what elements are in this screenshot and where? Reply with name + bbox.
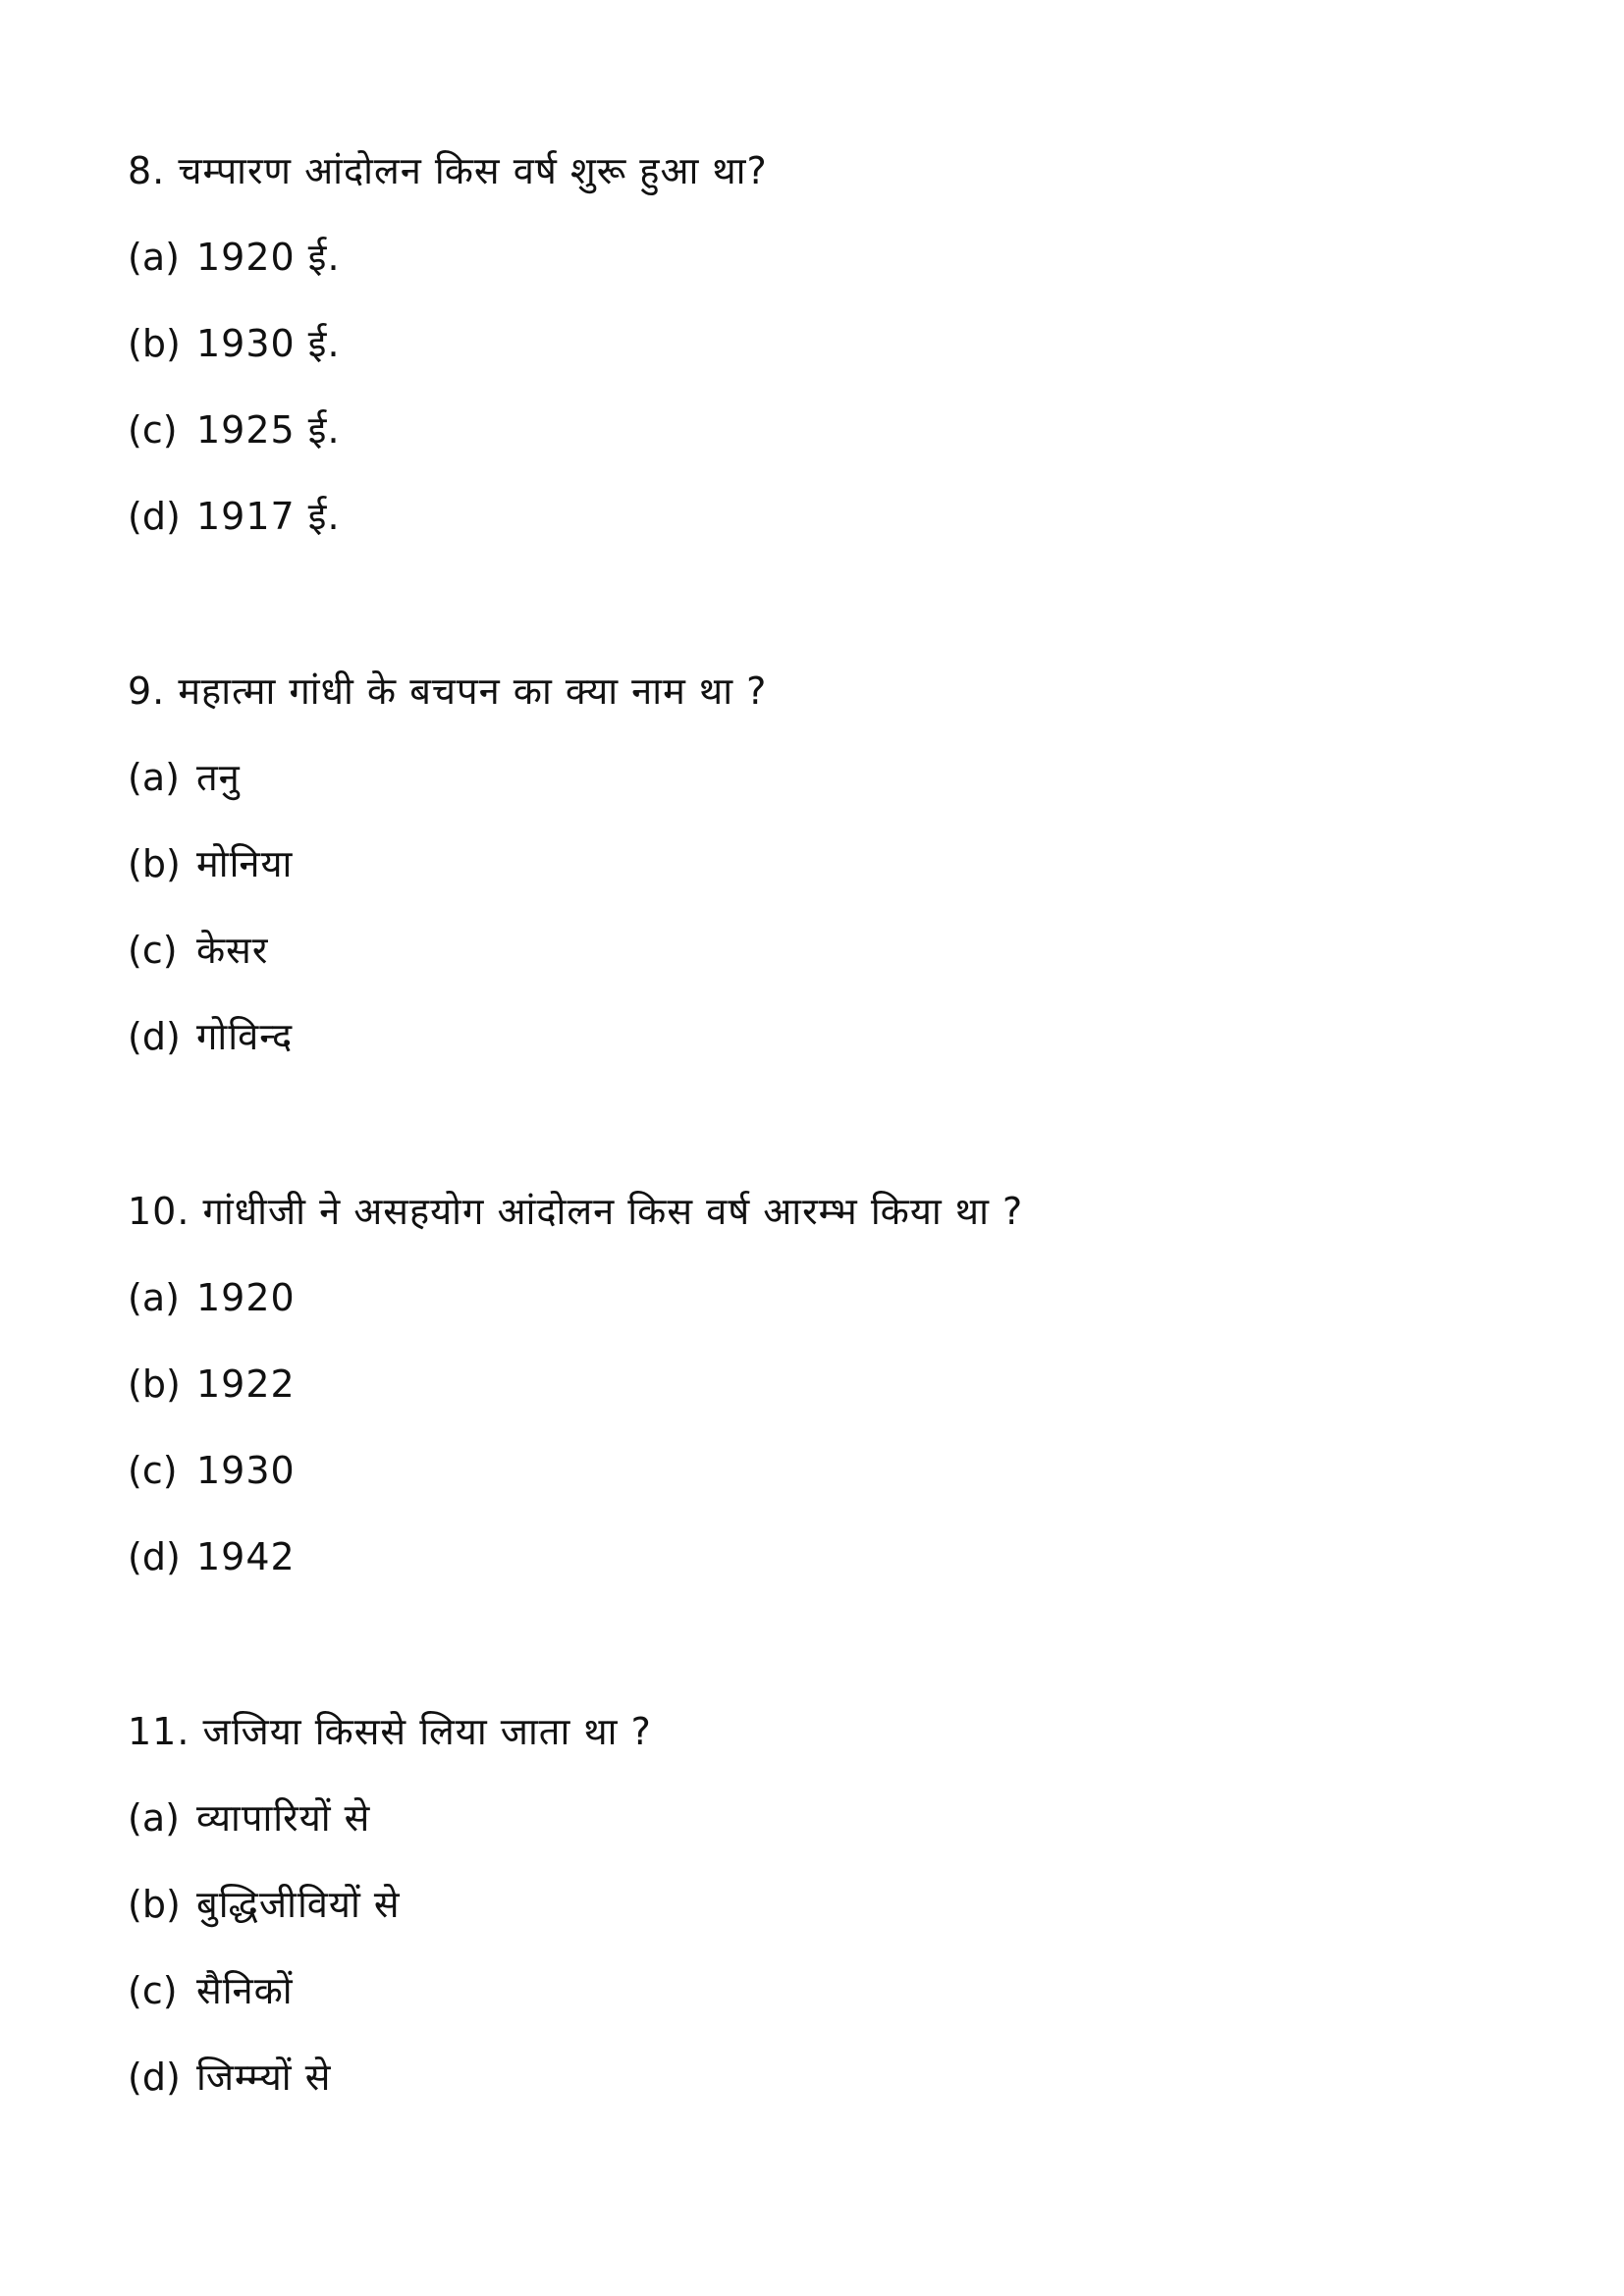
option-text: सैनिकों bbox=[196, 1969, 294, 2012]
option-text: 1930 ई. bbox=[196, 322, 341, 365]
option-marker: (b) bbox=[128, 1362, 181, 1406]
option-marker: (b) bbox=[128, 322, 181, 365]
option-b bbox=[128, 821, 1502, 907]
question-text: 10. गांधीजी ने असहयोग आंदोलन किस वर्ष आरम्भ किया था ? bbox=[128, 1190, 1024, 1233]
option-marker: (a) bbox=[128, 236, 180, 279]
option-marker: (c) bbox=[128, 1969, 178, 2012]
option-marker: (c) bbox=[128, 929, 178, 972]
question-10 bbox=[128, 1168, 1502, 1600]
option-marker: (b) bbox=[128, 842, 181, 885]
option-d bbox=[128, 1514, 1502, 1600]
option-text: 1925 ई. bbox=[196, 408, 341, 452]
question-11 bbox=[128, 1688, 1502, 2120]
option-marker: (a) bbox=[128, 756, 180, 799]
option-text: 1930 bbox=[196, 1449, 296, 1492]
question-8 bbox=[128, 128, 1502, 560]
option-c bbox=[128, 1427, 1502, 1514]
option-marker: (d) bbox=[128, 2056, 181, 2099]
option-c bbox=[128, 387, 1502, 473]
option-b bbox=[128, 1341, 1502, 1427]
option-text: 1942 bbox=[196, 1535, 296, 1578]
option-c bbox=[128, 1948, 1502, 2034]
question-text: 8. चम्पारण आंदोलन किस वर्ष शुरू हुआ था? bbox=[128, 149, 768, 192]
option-text: बुद्धिजीवियों से bbox=[196, 1883, 401, 1926]
option-text: मोनिया bbox=[196, 842, 294, 885]
option-b bbox=[128, 1861, 1502, 1948]
option-text: केसर bbox=[196, 929, 269, 972]
option-marker: (c) bbox=[128, 1449, 178, 1492]
option-a bbox=[128, 214, 1502, 300]
option-text: 1922 bbox=[196, 1362, 296, 1406]
option-b bbox=[128, 300, 1502, 387]
option-a bbox=[128, 1255, 1502, 1341]
option-d bbox=[128, 2034, 1502, 2120]
option-a bbox=[128, 1775, 1502, 1861]
option-text: गोविन्द bbox=[196, 1015, 294, 1058]
option-c bbox=[128, 907, 1502, 993]
question-text: 11. जजिया किससे लिया जाता था ? bbox=[128, 1710, 652, 1753]
option-text: 1917 ई. bbox=[196, 495, 341, 538]
option-marker: (d) bbox=[128, 495, 181, 538]
question-text: 9. महात्मा गांधी के बचपन का क्या नाम था ? bbox=[128, 669, 768, 713]
option-text: जिम्म्यों से bbox=[196, 2056, 332, 2099]
option-text: तनु bbox=[196, 756, 241, 799]
option-marker: (d) bbox=[128, 1535, 181, 1578]
option-text: 1920 bbox=[196, 1276, 296, 1319]
option-marker: (c) bbox=[128, 408, 178, 452]
option-marker: (a) bbox=[128, 1276, 180, 1319]
option-marker: (b) bbox=[128, 1883, 181, 1926]
option-a bbox=[128, 734, 1502, 821]
option-marker: (d) bbox=[128, 1015, 181, 1058]
option-d bbox=[128, 993, 1502, 1080]
option-text: व्यापारियों से bbox=[196, 1796, 371, 1840]
option-d bbox=[128, 473, 1502, 560]
option-marker: (a) bbox=[128, 1796, 180, 1840]
option-text: 1920 ई. bbox=[196, 236, 341, 279]
question-9 bbox=[128, 648, 1502, 1080]
